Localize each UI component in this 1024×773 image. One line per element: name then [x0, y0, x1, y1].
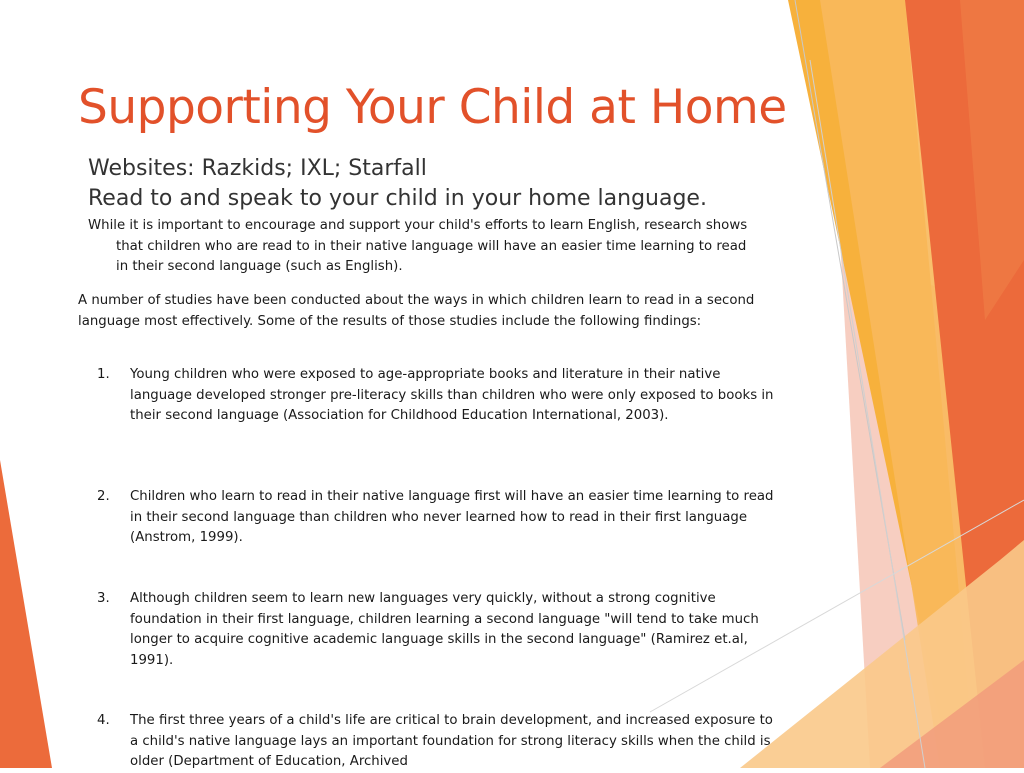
finding-item-1: [97, 365, 777, 427]
finding-item-2: [97, 487, 777, 549]
finding-number: 3.: [97, 591, 110, 606]
home-language-line: Read to and speak to your child in your home language.: [88, 186, 707, 211]
finding-text: Children who learn to read in their native language first will have an easier time learning to read in their second language than children who never learned how to read in their first language (Anstrom, 1999).: [130, 489, 774, 546]
websites-line: Websites: Razkids; IXL; Starfall: [88, 156, 427, 181]
importance-paragraph: While it is important to encourage and support your child's efforts to learn English, research shows that children who are read to in their native language will have an easier time learning to read in their second language (such as English).: [88, 218, 748, 274]
slide-title: Supporting Your Child at Home: [78, 80, 787, 135]
intro-paragraph: A number of studies have been conducted about the ways in which children learn to read in a second language most effectively. Some of the results of those studies include the following findings:: [78, 293, 755, 329]
finding-number: 4.: [97, 713, 110, 728]
finding-number: 1.: [97, 367, 110, 382]
finding-item-3: [97, 589, 777, 672]
finding-text: Although children seem to learn new languages very quickly, without a strong cognitive foundation in their first language, children learning a second language "will tend to take much longer to acquire cognitive academic language skills in the second language" (Ramirez et.al, 1991).: [130, 591, 759, 669]
left-orange-triangle: [0, 460, 52, 768]
finding-text: Young children who were exposed to age-appropriate books and literature in their native language developed stronger pre-literacy skills than children who were only exposed to books in their second language (Association for Childhood Education International, 2003).: [130, 367, 774, 424]
finding-number: 2.: [97, 489, 110, 504]
finding-item-4: [97, 711, 777, 773]
finding-text: The first three years of a child's life are critical to brain development, and increased exposure to a child's native language lays an important foundation for strong literacy skills when the child is older (Department of Education, Archived: [130, 713, 773, 770]
